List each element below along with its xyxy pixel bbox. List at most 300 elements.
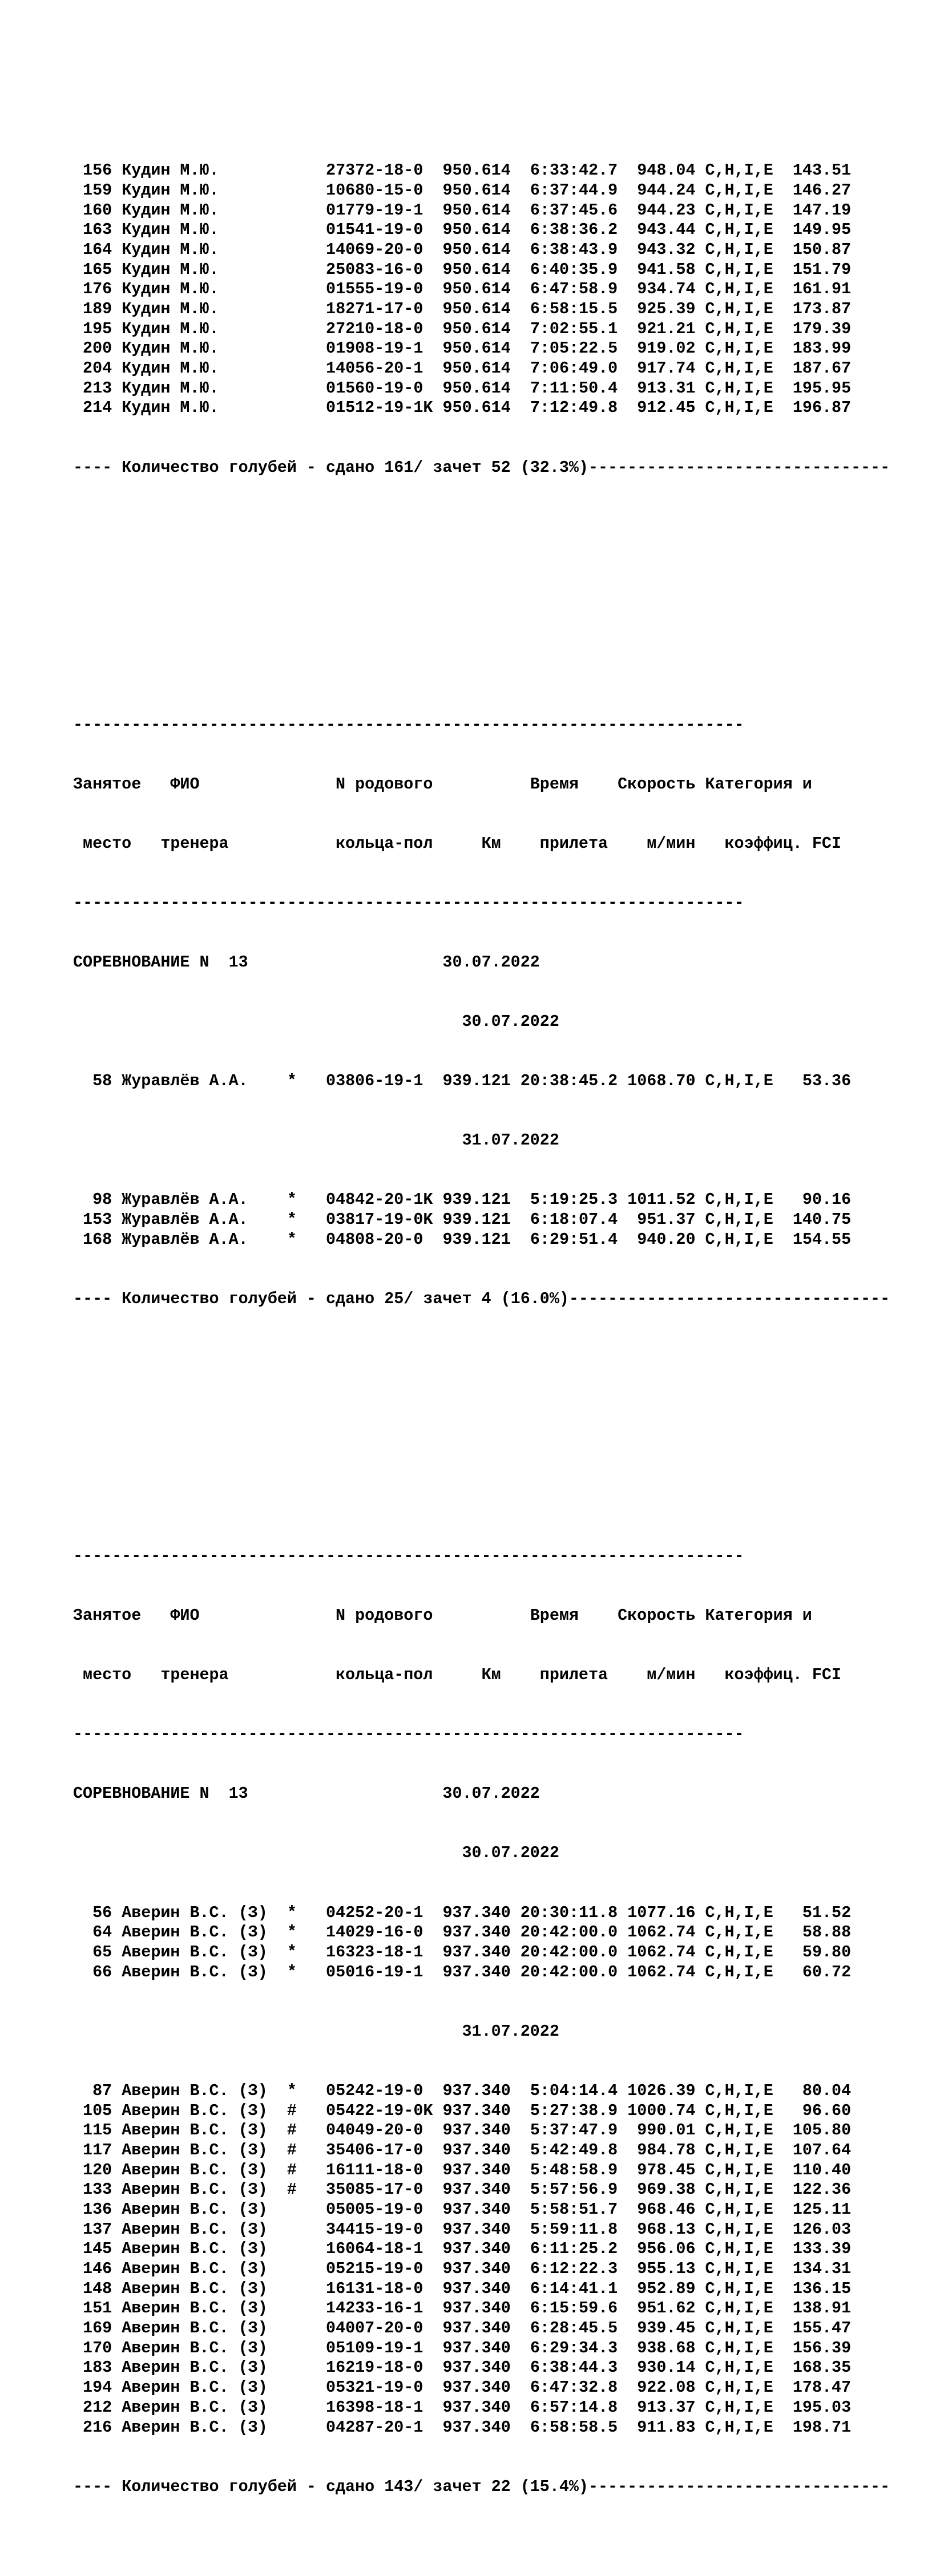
fci-coefficient: 178.47	[792, 2378, 852, 2397]
fci-coefficient: 146.27	[792, 180, 852, 200]
fci-coefficient: 53.36	[792, 1071, 852, 1091]
ring-number: 14069-20-0	[326, 240, 433, 259]
category: C,H,I,E	[705, 2121, 793, 2140]
trainer-name: Аверин В.С. (З)	[122, 2259, 277, 2278]
distance-km: 939.121	[442, 1230, 511, 1249]
trainer-name: Кудин М.Ю.	[122, 339, 277, 358]
trainer-name: Аверин В.С. (З)	[122, 2199, 277, 2219]
mark	[287, 2339, 297, 2357]
place: 163	[73, 220, 112, 240]
speed: 955.13	[618, 2259, 696, 2278]
fci-coefficient: 198.71	[792, 2417, 852, 2437]
mark	[287, 2200, 297, 2219]
fci-coefficient: 155.47	[792, 2319, 852, 2338]
table-row	[73, 2081, 929, 2101]
speed: 921.21	[618, 319, 696, 338]
distance-km: 950.614	[442, 319, 511, 338]
competition-date: 30.07.2022	[442, 953, 540, 972]
fci-coefficient: 173.87	[792, 300, 852, 319]
results-document	[73, 42, 929, 2576]
competition-title-line	[73, 1784, 929, 1804]
fci-coefficient: 105.80	[792, 2121, 852, 2140]
arrival-time: 5:59:11.8	[510, 2219, 618, 2239]
place: 189	[73, 300, 112, 319]
ring-number: 01541-19-0	[326, 220, 433, 240]
fci-coefficient: 151.79	[792, 260, 852, 279]
ring-number: 16111-18-0	[326, 2160, 433, 2179]
arrival-time: 6:58:58.5	[510, 2417, 618, 2437]
trainer-name: Кудин М.Ю.	[122, 180, 277, 200]
fci-coefficient: 150.87	[792, 240, 852, 259]
distance-km: 950.614	[442, 280, 511, 299]
category: C,H,I,E	[705, 1190, 793, 1210]
mark: *	[287, 1230, 297, 1249]
mark	[287, 201, 297, 220]
ring-number: 04287-20-1	[326, 2417, 433, 2437]
table-row	[73, 280, 929, 300]
ring-number: 03817-19-0K	[326, 1210, 433, 1230]
trainer-name: Аверин В.С. (З)	[122, 2140, 277, 2160]
category: C,H,I,E	[705, 1210, 793, 1230]
mark	[287, 359, 297, 378]
header-rule: ---------------------------------------------------------------------	[73, 893, 744, 912]
category: C,H,I,E	[705, 2259, 793, 2278]
speed: 943.32	[618, 240, 696, 259]
mark	[287, 260, 297, 279]
speed: 934.74	[618, 280, 696, 299]
category: C,H,I,E	[705, 378, 793, 398]
speed: 1062.74	[618, 1923, 696, 1942]
arrival-time: 20:30:11.8	[510, 1903, 618, 1922]
day-date-line	[73, 1843, 929, 1863]
mark	[287, 2319, 297, 2338]
arrival-time: 6:28:45.5	[510, 2319, 618, 2338]
competition-title: СОРЕВНОВАНИЕ N 13	[73, 1784, 248, 1803]
arrival-time: 7:02:55.1	[510, 319, 618, 338]
mark: #	[287, 2160, 297, 2179]
fci-coefficient: 107.64	[792, 2140, 852, 2160]
place: 214	[73, 398, 112, 418]
trainer-name: Кудин М.Ю.	[122, 260, 277, 279]
place: 115	[73, 2121, 112, 2140]
distance-km: 937.340	[442, 2358, 511, 2377]
fci-coefficient: 168.35	[792, 2358, 852, 2377]
fci-coefficient: 122.36	[792, 2180, 852, 2199]
ring-number: 16323-18-1	[326, 1942, 433, 1962]
arrival-time: 5:48:58.9	[510, 2160, 618, 2179]
category: C,H,I,E	[705, 1923, 793, 1942]
ring-number: 04808-20-0	[326, 1230, 433, 1249]
trainer-name: Журавлёв А.А.	[122, 1071, 277, 1091]
ring-number: 01512-19-1K	[326, 398, 433, 418]
trainer-name: Аверин В.С. (З)	[122, 2121, 277, 2140]
results-block-3	[73, 1507, 929, 2537]
competition-title-line	[73, 953, 929, 973]
distance-km: 937.340	[442, 2160, 511, 2179]
ring-number: 05321-19-0	[326, 2378, 433, 2397]
ring-number: 27372-18-0	[326, 161, 433, 180]
fci-coefficient: 183.99	[792, 339, 852, 358]
arrival-time: 20:42:00.0	[510, 1923, 618, 1942]
column-header-line-2: место тренера кольца-пол Км прилета м/мин коэффиц. FCI	[73, 834, 841, 853]
category: C,H,I,E	[705, 300, 793, 319]
ring-number: 14233-16-1	[326, 2299, 433, 2318]
table-row	[73, 161, 929, 181]
fci-coefficient: 195.03	[792, 2397, 852, 2417]
day-date-line	[73, 1012, 929, 1032]
arrival-time: 6:37:45.6	[510, 200, 618, 220]
result-rows	[73, 1190, 929, 1249]
fci-coefficient: 134.31	[792, 2259, 852, 2278]
place: 212	[73, 2397, 112, 2417]
place: 64	[73, 1923, 112, 1942]
table-row	[73, 398, 929, 418]
table-row	[73, 379, 929, 399]
distance-km: 937.340	[442, 2180, 511, 2199]
category: C,H,I,E	[705, 2199, 793, 2219]
distance-km: 939.121	[442, 1190, 511, 1210]
table-row	[73, 320, 929, 339]
category: C,H,I,E	[705, 280, 793, 299]
speed: 1068.70	[618, 1071, 696, 1091]
place: 133	[73, 2180, 112, 2199]
category: C,H,I,E	[705, 161, 793, 180]
arrival-time: 7:11:50.4	[510, 378, 618, 398]
trainer-name: Аверин В.С. (З)	[122, 2239, 277, 2259]
summary-line: ---- Количество голубей - сдано 143/ зачет 22 (15.4%)-------------------------------	[73, 2477, 890, 2496]
ring-number: 34415-19-0	[326, 2219, 433, 2239]
place: 183	[73, 2358, 112, 2377]
header-rule: ---------------------------------------------------------------------	[73, 1725, 744, 1744]
result-rows	[73, 2081, 929, 2437]
category: C,H,I,E	[705, 2338, 793, 2357]
table-row	[73, 359, 929, 379]
distance-km: 950.614	[442, 300, 511, 319]
results-block-2	[73, 676, 929, 1349]
category: C,H,I,E	[705, 200, 793, 220]
speed: 1000.74	[618, 2101, 696, 2120]
mark	[287, 280, 297, 298]
table-row	[73, 2141, 929, 2161]
place: 200	[73, 339, 112, 358]
category: C,H,I,E	[705, 2081, 793, 2100]
mark: *	[287, 1903, 297, 1922]
trainer-name: Аверин В.С. (З)	[122, 2180, 277, 2199]
distance-km: 950.614	[442, 200, 511, 220]
distance-km: 937.340	[442, 1962, 511, 1981]
place: 159	[73, 180, 112, 200]
speed: 948.04	[618, 161, 696, 180]
day-date: 30.07.2022	[462, 1843, 559, 1863]
category: C,H,I,E	[705, 2417, 793, 2437]
ring-number: 35085-17-0	[326, 2180, 433, 2199]
fci-coefficient: 149.95	[792, 220, 852, 240]
distance-km: 937.340	[442, 1923, 511, 1942]
ring-number: 14056-20-1	[326, 359, 433, 378]
distance-km: 937.340	[442, 1942, 511, 1962]
mark	[287, 2220, 297, 2239]
distance-km: 937.340	[442, 2199, 511, 2219]
trainer-name: Аверин В.С. (З)	[122, 1903, 277, 1922]
speed: 940.20	[618, 1230, 696, 1249]
place: 136	[73, 2199, 112, 2219]
place: 87	[73, 2081, 112, 2100]
category: C,H,I,E	[705, 2140, 793, 2160]
fci-coefficient: 96.60	[792, 2101, 852, 2120]
distance-km: 950.614	[442, 260, 511, 279]
table-row	[73, 1210, 929, 1230]
distance-km: 937.340	[442, 2417, 511, 2437]
header-rule: ---------------------------------------------------------------------	[73, 1547, 744, 1566]
arrival-time: 20:42:00.0	[510, 1962, 618, 1981]
speed: 913.37	[618, 2397, 696, 2417]
category: C,H,I,E	[705, 1942, 793, 1962]
ring-number: 01560-19-0	[326, 378, 433, 398]
mark	[287, 300, 297, 318]
arrival-time: 6:11:25.2	[510, 2239, 618, 2259]
trainer-name: Кудин М.Ю.	[122, 300, 277, 319]
speed: 968.46	[618, 2199, 696, 2219]
ring-number: 10680-15-0	[326, 180, 433, 200]
result-rows	[73, 1071, 929, 1091]
place: 176	[73, 280, 112, 299]
category: C,H,I,E	[705, 240, 793, 259]
trainer-name: Аверин В.С. (З)	[122, 2417, 277, 2437]
ring-number: 04842-20-1K	[326, 1190, 433, 1210]
place: 66	[73, 1962, 112, 1981]
category: C,H,I,E	[705, 2358, 793, 2377]
table-row	[73, 2339, 929, 2359]
arrival-time: 6:47:32.8	[510, 2378, 618, 2397]
table-row	[73, 1190, 929, 1210]
ring-number: 05005-19-0	[326, 2199, 433, 2219]
table-row	[73, 201, 929, 221]
distance-km: 939.121	[442, 1071, 511, 1091]
arrival-time: 6:37:44.9	[510, 180, 618, 200]
category: C,H,I,E	[705, 1903, 793, 1922]
table-row	[73, 2279, 929, 2299]
arrival-time: 6:15:59.6	[510, 2299, 618, 2318]
trainer-name: Аверин В.С. (З)	[122, 2319, 277, 2338]
trainer-name: Кудин М.Ю.	[122, 359, 277, 378]
ring-number: 16131-18-0	[326, 2279, 433, 2298]
table-row	[73, 2101, 929, 2121]
arrival-time: 7:06:49.0	[510, 359, 618, 378]
distance-km: 937.340	[442, 2259, 511, 2278]
arrival-time: 6:12:22.3	[510, 2259, 618, 2278]
fci-coefficient: 161.91	[792, 280, 852, 299]
mark: *	[287, 1942, 297, 1962]
speed: 938.68	[618, 2338, 696, 2357]
table-row	[73, 2259, 929, 2279]
fci-coefficient: 195.95	[792, 378, 852, 398]
arrival-time: 7:12:49.8	[510, 398, 618, 418]
trainer-name: Аверин В.С. (З)	[122, 2160, 277, 2179]
category: C,H,I,E	[705, 2299, 793, 2318]
fci-coefficient: 179.39	[792, 319, 852, 338]
speed: 911.83	[618, 2417, 696, 2437]
place: 153	[73, 1210, 112, 1230]
speed: 925.39	[618, 300, 696, 319]
speed: 990.01	[618, 2121, 696, 2140]
arrival-time: 5:19:25.3	[510, 1190, 618, 1210]
place: 216	[73, 2417, 112, 2437]
mark	[287, 339, 297, 358]
fci-coefficient: 133.39	[792, 2239, 852, 2259]
place: 169	[73, 2319, 112, 2338]
distance-km: 939.121	[442, 1210, 511, 1230]
category: C,H,I,E	[705, 2160, 793, 2179]
place: 194	[73, 2378, 112, 2397]
place: 195	[73, 319, 112, 338]
mark	[287, 181, 297, 200]
table-row	[73, 2200, 929, 2220]
ring-number: 04252-20-1	[326, 1903, 433, 1922]
table-row	[73, 1923, 929, 1943]
place: 156	[73, 161, 112, 180]
trainer-name: Кудин М.Ю.	[122, 398, 277, 418]
speed: 1062.74	[618, 1942, 696, 1962]
category: C,H,I,E	[705, 1071, 793, 1091]
arrival-time: 7:05:22.5	[510, 339, 618, 358]
table-row	[73, 2161, 929, 2181]
trainer-name: Аверин В.С. (З)	[122, 2338, 277, 2357]
speed: 1062.74	[618, 1962, 696, 1981]
arrival-time: 5:57:56.9	[510, 2180, 618, 2199]
table-row	[73, 2398, 929, 2418]
speed: 952.89	[618, 2279, 696, 2298]
mark: *	[287, 1962, 297, 1981]
ring-number: 05215-19-0	[326, 2259, 433, 2278]
ring-number: 16064-18-1	[326, 2239, 433, 2259]
distance-km: 950.614	[442, 180, 511, 200]
place: 164	[73, 240, 112, 259]
table-row	[73, 240, 929, 260]
place: 58	[73, 1071, 112, 1091]
ring-number: 16219-18-0	[326, 2358, 433, 2377]
category: C,H,I,E	[705, 2219, 793, 2239]
trainer-name: Аверин В.С. (З)	[122, 2081, 277, 2100]
distance-km: 937.340	[442, 2140, 511, 2160]
column-header-line-1: Занятое ФИО N родового Время Скорость Категория и	[73, 774, 812, 794]
trainer-name: Аверин В.С. (З)	[122, 2358, 277, 2377]
table-row	[73, 220, 929, 240]
mark	[287, 220, 297, 239]
arrival-time: 20:42:00.0	[510, 1942, 618, 1962]
arrival-time: 6:40:35.9	[510, 260, 618, 279]
table-row	[73, 1071, 929, 1091]
speed: 919.02	[618, 339, 696, 358]
trainer-name: Аверин В.С. (З)	[122, 2101, 277, 2120]
category: C,H,I,E	[705, 1962, 793, 1981]
arrival-time: 20:38:45.2	[510, 1071, 618, 1091]
speed: 922.08	[618, 2378, 696, 2397]
distance-km: 950.614	[442, 398, 511, 418]
ring-number: 03806-19-1	[326, 1071, 433, 1091]
arrival-time: 6:29:51.4	[510, 1230, 618, 1249]
category: C,H,I,E	[705, 260, 793, 279]
table-row	[73, 2121, 929, 2141]
ring-number: 05422-19-0K	[326, 2101, 433, 2120]
trainer-name: Аверин В.С. (З)	[122, 2397, 277, 2417]
trainer-name: Кудин М.Ю.	[122, 240, 277, 259]
table-row	[73, 2418, 929, 2438]
trainer-name: Кудин М.Ю.	[122, 280, 277, 299]
category: C,H,I,E	[705, 2101, 793, 2120]
speed: 944.24	[618, 180, 696, 200]
ring-number: 01779-19-1	[326, 200, 433, 220]
arrival-time: 5:04:14.4	[510, 2081, 618, 2100]
place: 137	[73, 2219, 112, 2239]
mark	[287, 240, 297, 259]
speed: 951.37	[618, 1210, 696, 1230]
result-rows	[73, 161, 929, 418]
trainer-name: Аверин В.С. (З)	[122, 2378, 277, 2397]
speed: 941.58	[618, 260, 696, 279]
summary-line: ---- Количество голубей - сдано 25/ зачет 4 (16.0%)---------------------------------	[73, 1289, 890, 1308]
ring-number: 01908-19-1	[326, 339, 433, 358]
spacer	[73, 1408, 929, 1428]
trainer-name: Аверин В.С. (З)	[122, 1923, 277, 1942]
category: C,H,I,E	[705, 2397, 793, 2417]
mark: *	[287, 1190, 297, 1210]
mark	[287, 2239, 297, 2258]
day-date-line	[73, 2022, 929, 2042]
category: C,H,I,E	[705, 2319, 793, 2338]
speed: 912.45	[618, 398, 696, 418]
arrival-time: 6:33:42.7	[510, 161, 618, 180]
distance-km: 950.614	[442, 161, 511, 180]
distance-km: 937.340	[442, 2101, 511, 2120]
competition-title: СОРЕВНОВАНИЕ N 13	[73, 953, 248, 972]
mark	[287, 398, 297, 417]
trainer-name: Аверин В.С. (З)	[122, 1962, 277, 1981]
trainer-name: Кудин М.Ю.	[122, 220, 277, 240]
mark: #	[287, 2121, 297, 2140]
fci-coefficient: 138.91	[792, 2299, 852, 2318]
table-row	[73, 1943, 929, 1963]
day-date: 31.07.2022	[462, 1131, 559, 1150]
place: 165	[73, 260, 112, 279]
speed: 978.45	[618, 2160, 696, 2179]
category: C,H,I,E	[705, 2239, 793, 2259]
speed: 930.14	[618, 2358, 696, 2377]
category: C,H,I,E	[705, 2378, 793, 2397]
mark	[287, 2398, 297, 2417]
place: 160	[73, 200, 112, 220]
table-row	[73, 260, 929, 280]
fci-coefficient: 147.19	[792, 200, 852, 220]
arrival-time: 6:38:43.9	[510, 240, 618, 259]
distance-km: 950.614	[442, 378, 511, 398]
arrival-time: 6:47:58.9	[510, 280, 618, 299]
spacer	[73, 577, 929, 597]
fci-coefficient: 110.40	[792, 2160, 852, 2179]
fci-coefficient: 196.87	[792, 398, 852, 418]
table-row	[73, 1903, 929, 1923]
table-row	[73, 2220, 929, 2240]
speed: 943.44	[618, 220, 696, 240]
day-date: 31.07.2022	[462, 2021, 559, 2041]
ring-number: 27210-18-0	[326, 319, 433, 338]
arrival-time: 6:38:44.3	[510, 2358, 618, 2377]
category: C,H,I,E	[705, 180, 793, 200]
column-header-line-1: Занятое ФИО N родового Время Скорость Категория и	[73, 1606, 812, 1625]
place: 213	[73, 378, 112, 398]
arrival-time: 6:29:34.3	[510, 2338, 618, 2357]
trainer-name: Журавлёв А.А.	[122, 1190, 277, 1210]
fci-coefficient: 140.75	[792, 1210, 852, 1230]
